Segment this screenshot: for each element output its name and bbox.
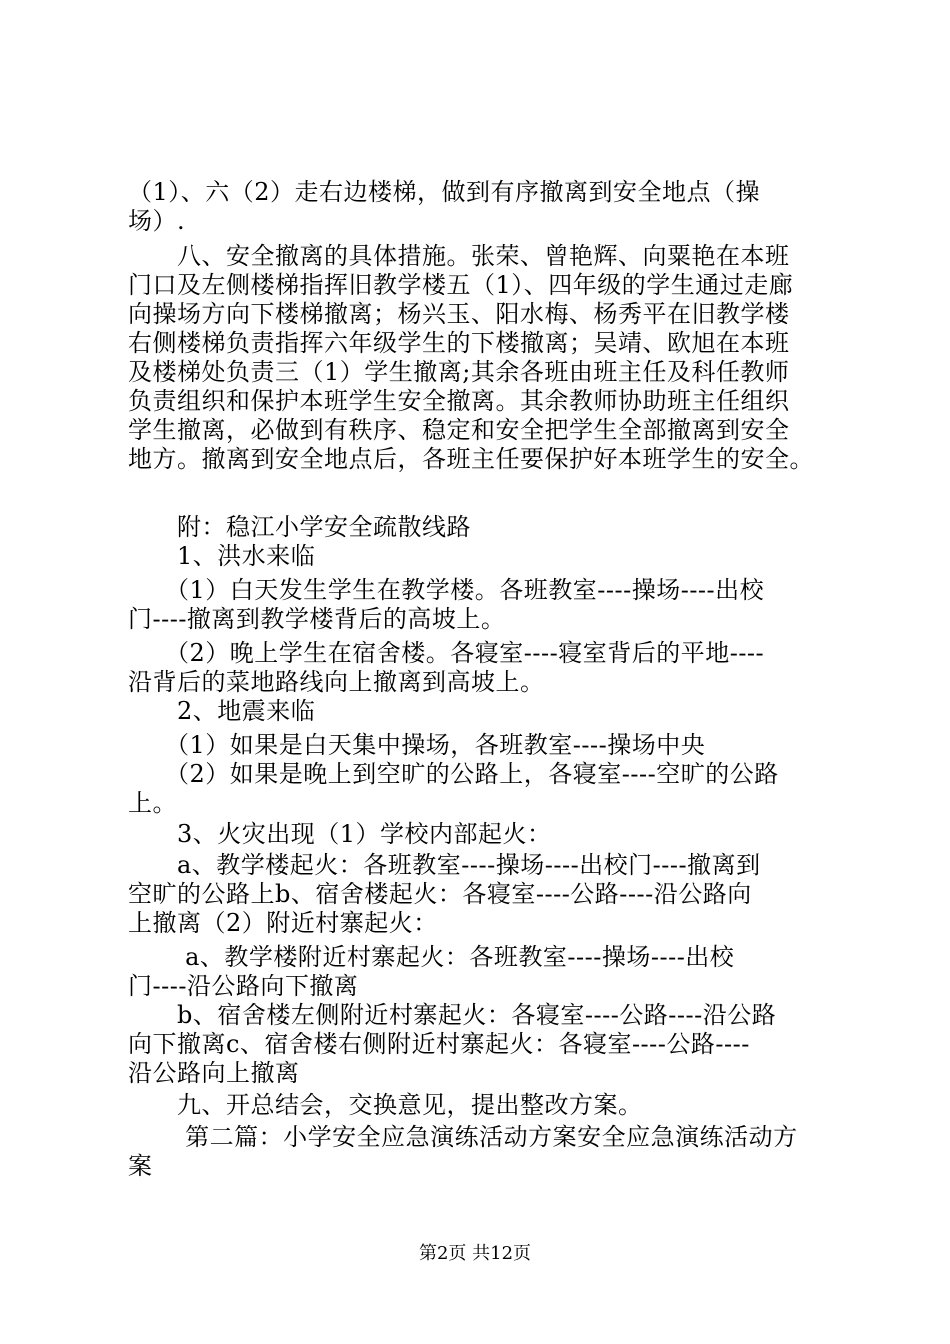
text-line: 沿背后的菜地路线向上撤离到高坡上。 [128,668,545,696]
text-line: 门口及左侧楼梯指挥旧教学楼五（1）、四年级的学生通过走廊 [128,271,794,299]
text-line: 案 [128,1152,153,1180]
text-line: 附：稳江小学安全疏散线路 [128,513,471,541]
text-line: 上。 [128,789,177,817]
text-line: 门----沿公路向下撤离 [128,972,359,1000]
text-line: 向下撤离c、宿舍楼右侧附近村寨起火：各寝室----公路---- [128,1030,750,1058]
text-line: 1、洪水来临 [128,542,316,570]
text-line: b、宿舍楼左侧附近村寨起火：各寝室----公路----沿公路 [128,1001,777,1029]
text-line: （1）白天发生学生在教学楼。各班教室----操场----出校 [128,576,765,604]
text-line: 向操场方向下楼梯撤离；杨兴玉、阳水梅、杨秀平在旧教学楼 [128,300,790,328]
text-line: 及楼梯处负责三（1）学生撤离;其余各班由班主任及科任教师 [128,358,790,386]
text-line: a、教学楼起火：各班教室----操场----出校门----撤离到 [128,851,761,879]
text-line: 沿公路向上撤离 [128,1059,300,1087]
text-line: 3、火灾出现（1）学校内部起火： [128,820,552,848]
text-line: 地方。撤离到安全地点后，各班主任要保护好本班学生的安全。 [128,445,814,473]
text-line: 九、开总结会，交换意见，提出整改方案。 [128,1091,643,1119]
text-line: 负责组织和保护本班学生安全撤离。其余教师协助班主任组织 [128,387,790,415]
text-line: （2）晚上学生在宿舍楼。各寝室----寝室背后的平地---- [128,639,765,667]
text-line: 第二篇：小学安全应急演练活动方案安全应急演练活动方 [128,1123,798,1151]
text-line: 八、安全撤离的具体措施。张荣、曾艳辉、向粟艳在本班 [128,242,790,270]
text-line: 2、地震来临 [128,697,316,725]
page-number-footer: 第2页 共12页 [418,1243,532,1264]
text-line: （2）如果是晚上到空旷的公路上，各寝室----空旷的公路 [128,760,779,788]
text-line: 门----撤离到教学楼背后的高坡上。 [128,605,506,633]
text-line: （1）、六（2）走右边楼梯，做到有序撤离到安全地点（操 [128,178,761,206]
text-line: （1）如果是白天集中操场，各班教室----操场中央 [128,731,706,759]
text-line: 学生撤离，必做到有秩序、稳定和安全把学生全部撤离到安全 [128,416,790,444]
text-line: 场）. [128,207,186,235]
text-line: a、教学楼附近村寨起火：各班教室----操场----出校 [128,943,735,971]
text-line: 上撤离（2）附近村寨起火： [128,909,438,937]
text-line: 空旷的公路上b、宿舍楼起火：各寝室----公路----沿公路向 [128,880,752,908]
text-line: 右侧楼梯负责指挥六年级学生的下楼撤离；吴靖、欧旭在本班 [128,329,790,357]
